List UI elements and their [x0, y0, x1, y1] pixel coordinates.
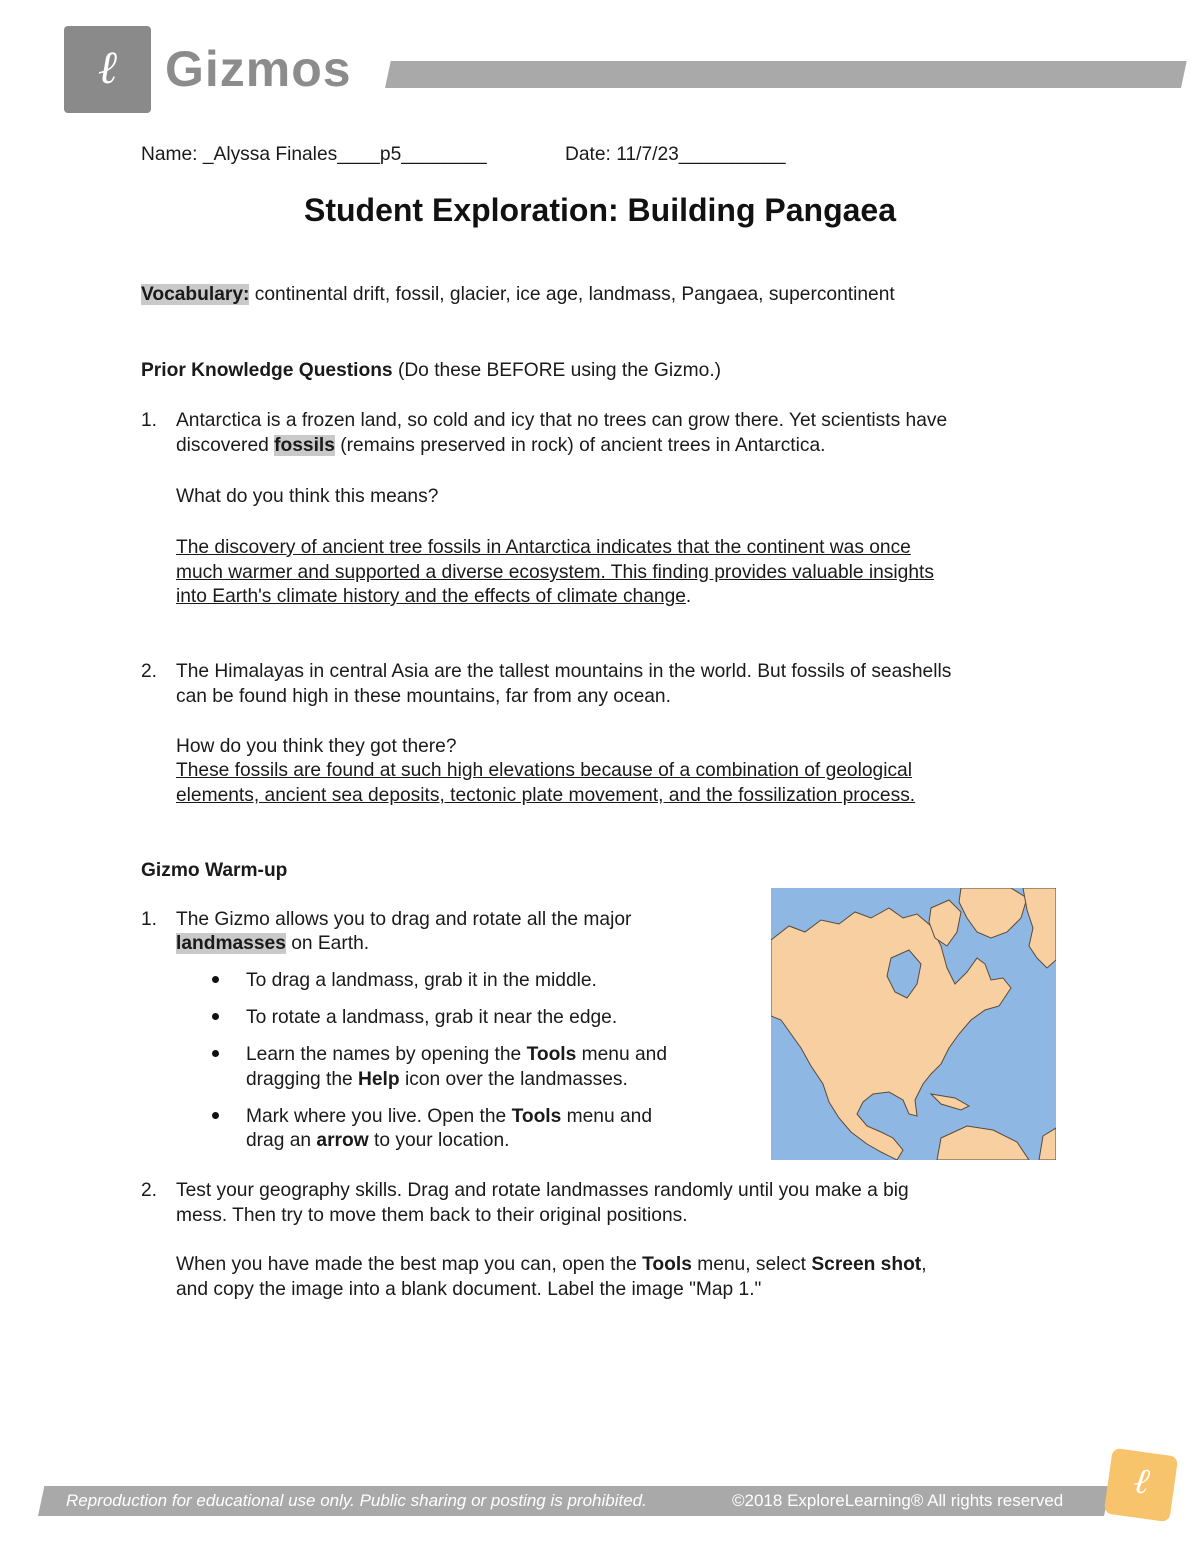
north-america-landmass: [771, 908, 1011, 1160]
footer-copyright: ©2018 ExploreLearning® All rights reserved: [732, 1491, 1064, 1510]
q2-line2: can be found high in these mountains, far from any ocean.: [176, 686, 671, 707]
q1-line2: discovered fossils (remains preserved in rock) of ancient trees in Antarctica.: [176, 435, 826, 456]
warmup-q1-line1: The Gizmo allows you to drag and rotate all the major: [176, 909, 632, 930]
logo-glyph: ℓ: [97, 40, 118, 94]
bullet-names-line1: Learn the names by opening the Tools menu and: [246, 1044, 667, 1065]
q1-answer-line3: into Earth's climate history and the effects of climate change.: [176, 586, 692, 607]
page-title: Student Exploration: Building Pangaea: [303, 192, 897, 228]
gizmos-logo: [64, 26, 151, 113]
q2-line1: The Himalayas in central Asia are the tallest mountains in the world. But fossils of seashells: [176, 661, 952, 682]
date-field: Date: 11/7/23__________: [565, 144, 786, 165]
q1-answer-line1: The discovery of ancient tree fossils in Antarctica indicates that the continent was once: [176, 537, 911, 558]
explorelearning-logo: [1104, 1448, 1179, 1523]
bullet-mark-line1: Mark where you live. Open the Tools menu and: [246, 1106, 652, 1127]
caribbean-islands: [931, 1094, 969, 1110]
south-america-landmass: [937, 1126, 1029, 1160]
bullet: [212, 976, 219, 983]
q1-line1: Antarctica is a frozen land, so cold and icy that no trees can grow there. Yet scientists have: [176, 410, 948, 431]
greenland-landmass: [959, 888, 1027, 938]
brand-name: Gizmos: [165, 41, 352, 97]
warmup-q1-line2: landmasses on Earth.: [176, 933, 370, 954]
footer-logo-glyph: ℓ: [1131, 1460, 1152, 1503]
bullet-mark-line2: drag an arrow to your location.: [246, 1130, 510, 1151]
fossils-term: fossils: [274, 435, 335, 456]
warmup-q2-number: 2.: [141, 1180, 158, 1201]
warmup-q2-line4: and copy the image into a blank document. Label the image "Map 1.": [176, 1279, 762, 1300]
prior-knowledge-heading: Prior Knowledge Questions (Do these BEFORE using the Gizmo.): [141, 360, 722, 381]
bullet: [212, 1013, 219, 1020]
landmasses-term: landmasses: [176, 933, 286, 954]
bullet-rotate: To rotate a landmass, grab it near the edge.: [246, 1007, 618, 1028]
q1-number: 1.: [141, 410, 158, 431]
q2-answer-line2: elements, ancient sea deposits, tectonic plate movement, and the fossilization process.: [176, 785, 916, 806]
footer-notice: Reproduction for educational use only. Public sharing or posting is prohibited.: [66, 1491, 647, 1510]
bullet: [212, 1050, 219, 1057]
africa-edge: [1039, 1128, 1056, 1160]
north-america-map: [771, 888, 1056, 1160]
bullet-names-line2: dragging the Help icon over the landmasses.: [246, 1069, 628, 1090]
eastern-canada: [1023, 888, 1056, 968]
bullet: [212, 1112, 219, 1119]
q2-prompt: How do you think they got there?: [176, 736, 457, 757]
warmup-q2-line3: When you have made the best map you can, open the Tools menu, select Screen shot,: [176, 1254, 927, 1275]
map-graphic: [771, 888, 1056, 1160]
q1-prompt: What do you think this means?: [176, 486, 439, 507]
name-field: Name: _Alyssa Finales____p5________: [141, 144, 487, 165]
q2-number: 2.: [141, 661, 158, 682]
vocabulary-terms: continental drift, fossil, glacier, ice age, landmass, Pangaea, supercontinent: [249, 284, 895, 305]
warmup-q1-number: 1.: [141, 909, 158, 930]
bullet-drag: To drag a landmass, grab it in the middle.: [246, 970, 597, 991]
warmup-heading: Gizmo Warm-up: [141, 860, 288, 881]
q2-answer-line1: These fossils are found at such high elevations because of a combination of geological: [176, 760, 912, 781]
q1-answer-line2: much warmer and supported a diverse ecosystem. This finding provides valuable insights: [176, 562, 934, 583]
vocabulary-label: Vocabulary:: [141, 284, 250, 305]
warmup-q2-line2: mess. Then try to move them back to their original positions.: [176, 1205, 688, 1226]
warmup-q2-line1: Test your geography skills. Drag and rotate landmasses randomly until you make a big: [176, 1180, 909, 1201]
vocabulary-line: [141, 282, 895, 307]
header-bar: [385, 61, 1187, 88]
